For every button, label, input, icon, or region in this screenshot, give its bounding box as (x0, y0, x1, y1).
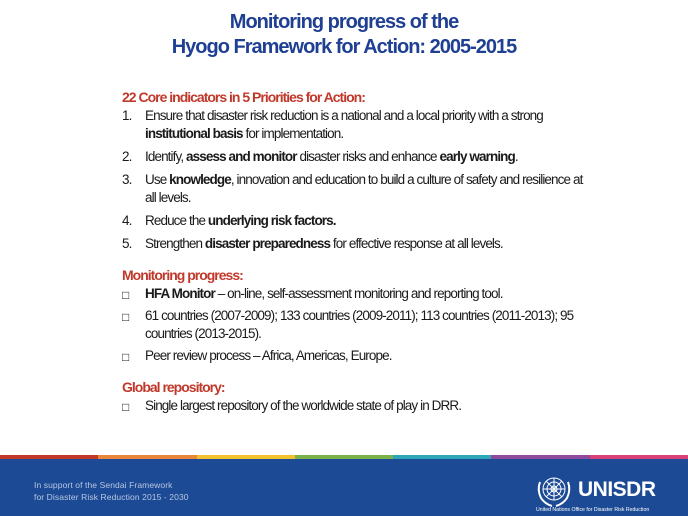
footer-tagline (34, 479, 189, 503)
priority-number: 1. (122, 108, 132, 123)
priority-text: Identify, (145, 149, 187, 164)
priority-emphasis: institutional basis (145, 126, 243, 141)
priority-text: Use (145, 172, 170, 187)
square-bullet-icon: □ (122, 310, 129, 324)
slide-title (0, 10, 688, 60)
priority-item-1 (122, 107, 592, 143)
priority-text: for implementation. (242, 126, 344, 141)
monitoring-text: 61 countries (2007-2009); 133 countries (2009-2011); 113 countries (2011-2013); 95 countries (2013-2015). (145, 308, 574, 341)
priority-text: , innovation and education to build a culture of safety and resilience at all levels. (145, 172, 583, 205)
title-line-2: Hyogo Framework for Action: 2005-2015 (171, 36, 517, 58)
repository-heading: Global repository: (122, 379, 225, 395)
priority-text: Strengthen (145, 236, 205, 251)
footer-line-2: for Disaster Risk Reduction 2015 - 2030 (34, 492, 189, 502)
priority-item-4 (122, 212, 592, 230)
footer-line-1: In support of the Sendai Framework (34, 480, 173, 490)
priority-text: for effective response at all levels. (330, 236, 503, 251)
monitoring-text: Peer review process – Africa, Americas, Europe. (145, 348, 392, 363)
repository-item-1 (122, 397, 592, 415)
title-line-1: Monitoring progress of the (229, 11, 459, 33)
priority-number: 5. (122, 236, 132, 251)
square-bullet-icon: □ (122, 288, 129, 302)
priority-text: disaster risks and enhance (296, 149, 440, 164)
logo-wordmark: UNISDR (578, 478, 656, 501)
priority-text: . (514, 149, 518, 164)
priority-emphasis: assess and monitor (186, 149, 297, 164)
priority-number: 4. (122, 213, 132, 228)
priorities-heading: 22 Core indicators in 5 Priorities for Action: (122, 89, 365, 105)
logo-subtitle: United Nations Office for Disaster Risk Reduction (536, 507, 650, 513)
repository-text: Single largest repository of the worldwide state of play in DRR. (145, 398, 462, 413)
priority-number: 3. (122, 172, 132, 187)
priority-text: Reduce the (145, 213, 208, 228)
monitoring-heading: Monitoring progress: (122, 267, 243, 283)
priority-text: Ensure that disaster risk reduction is a national and a local priority with a strong (145, 108, 543, 123)
monitoring-emphasis: HFA Monitor (145, 286, 215, 301)
priority-emphasis: underlying risk factors. (207, 213, 336, 228)
priority-emphasis: disaster preparedness (204, 236, 331, 251)
priority-item-5 (122, 235, 592, 253)
monitoring-item-2 (122, 307, 592, 343)
priority-emphasis: early warning (439, 149, 515, 164)
monitoring-item-3 (122, 347, 592, 365)
monitoring-list (122, 285, 592, 365)
monitoring-item-1 (122, 285, 592, 303)
slide-content (122, 88, 592, 419)
monitoring-text: – on-line, self-assessment monitoring and reporting tool. (214, 286, 503, 301)
square-bullet-icon: □ (122, 350, 129, 364)
priority-item-3 (122, 171, 592, 207)
priority-emphasis: knowledge (169, 172, 231, 187)
priority-number: 2. (122, 149, 132, 164)
square-bullet-icon: □ (122, 400, 129, 414)
un-emblem-icon (534, 470, 574, 510)
priorities-list (122, 107, 592, 253)
priority-item-2 (122, 148, 592, 166)
repository-list (122, 397, 592, 415)
